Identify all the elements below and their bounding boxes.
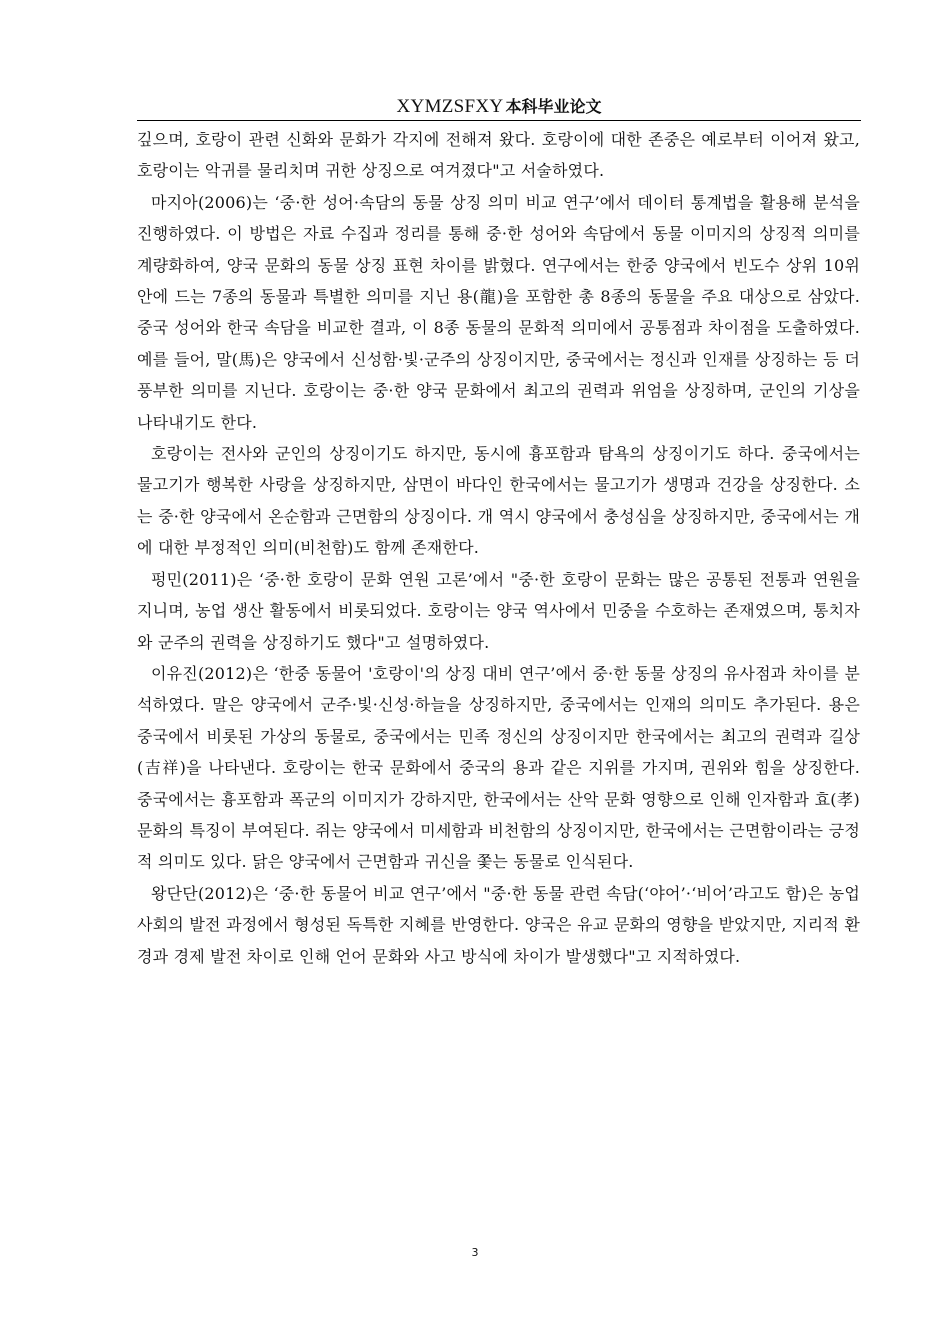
paragraph: 호랑이는 전사와 군인의 상징이기도 하지만, 동시에 흉포함과 탐욕의 상징이기도 하다. 중국에서는 물고기가 행복한 사랑을 상징하지만, 삼면이 바다인 한국에서는 물고기가 생명과 건강을 상징한다. 소는 중·한 양국에서 온순함과 근면함의 상징이다. 개 역시 양국에서 충성심을 상징하지만, 중국에서는 개에 대한 부정적인 의미(비천함)도 함께 존재한다. (137, 444, 860, 558)
paragraph: 이유진(2012)은 ‘한중 동물어 '호랑이'의 상징 대비 연구’에서 중·한 동물 상징의 유사점과 차이를 분석하였다. 말은 양국에서 군주·빛·신성·하늘을 상징하지만, 중국에서는 인재의 의미도 추가된다. 용은 중국에서 비롯된 가상의 동물로, 중국에서는 민족 정신의 상징이지만 한국에서는 최고의 권력과 길상(吉祥)을 나타낸다. 호랑이는 한국 문화에서 중국의 용과 같은 지위를 가지며, 권위와 힘을 상징한다. 중국에서는 흉포함과 폭군의 이미지가 강하지만, 한국에서는 산악 문화 영향으로 인해 인자함과 효(孝) 문화의 특징이 부여된다. 쥐는 양국에서 미세함과 비천함의 상징이지만, 한국에서는 근면함이라는 긍정적 의미도 있다. 닭은 양국에서 근면함과 귀신을 쫓는 동물로 인식된다. (137, 663, 860, 872)
paragraph: 펑민(2011)은 ‘중·한 호랑이 문화 연원 고론’에서 "중·한 호랑이 문화는 많은 공통된 전통과 연원을 지니며, 농업 생산 활동에서 비롯되었다. 호랑이는 양국 역사에서 민중을 수호하는 존재였으며, 통치자와 군주의 권력을 상징하기도 했다"고 설명하였다. (137, 569, 860, 652)
running-header (137, 96, 861, 121)
header-code: XYMZSFXY (396, 96, 504, 117)
page-body (137, 124, 860, 972)
paragraph: 왕단단(2012)은 ‘중·한 동물어 비교 연구’에서 "중·한 동물 관련 속담(‘야어’·‘비어’라고도 함)은 농업 사회의 발전 과정에서 형성된 독특한 지혜를 반영한다. 양국은 유교 문화의 영향을 받았지만, 지리적 환경과 경제 발전 차이로 인해 언어 문화와 사고 방식에 차이가 발생했다"고 지적하였다. (137, 883, 860, 966)
paragraph: 깊으며, 호랑이 관련 신화와 문화가 각지에 전해져 왔다. 호랑이에 대한 존중은 예로부터 이어져 왔고, 호랑이는 악귀를 물리치며 귀한 상징으로 여겨졌다"고 서술하였다. (137, 130, 860, 181)
page-number: 3 (471, 1246, 479, 1259)
paragraph: 마지아(2006)는 ‘중·한 성어·속담의 동물 상징 의미 비교 연구’에서 데이터 통계법을 활용해 분석을 진행하였다. 이 방법은 자료 수집과 정리를 통해 중·한 성어와 속담에서 동물 이미지의 상징적 의미를 계량화하여, 양국 문화의 동물 상징 표현 차이를 밝혔다. 연구에서는 한중 양국에서 빈도수 상위 10위 안에 드는 7종의 동물과 특별한 의미를 지닌 용(龍)을 포함한 총 8종의 동물을 주요 대상으로 삼았다. 중국 성어와 한국 속담을 비교한 결과, 이 8종 동물의 문화적 의미에서 공통점과 차이점을 도출하였다. 예를 들어, 말(馬)은 양국에서 신성함·빛·군주의 상징이지만, 중국에서는 정신과 인재를 상징하는 등 더 풍부한 의미를 지닌다. 호랑이는 중·한 양국 문화에서 최고의 권력과 위엄을 상징하며, 군인의 기상을 나타내기도 한다. (137, 192, 860, 432)
header-title: 本科毕业论文 (505, 97, 602, 116)
